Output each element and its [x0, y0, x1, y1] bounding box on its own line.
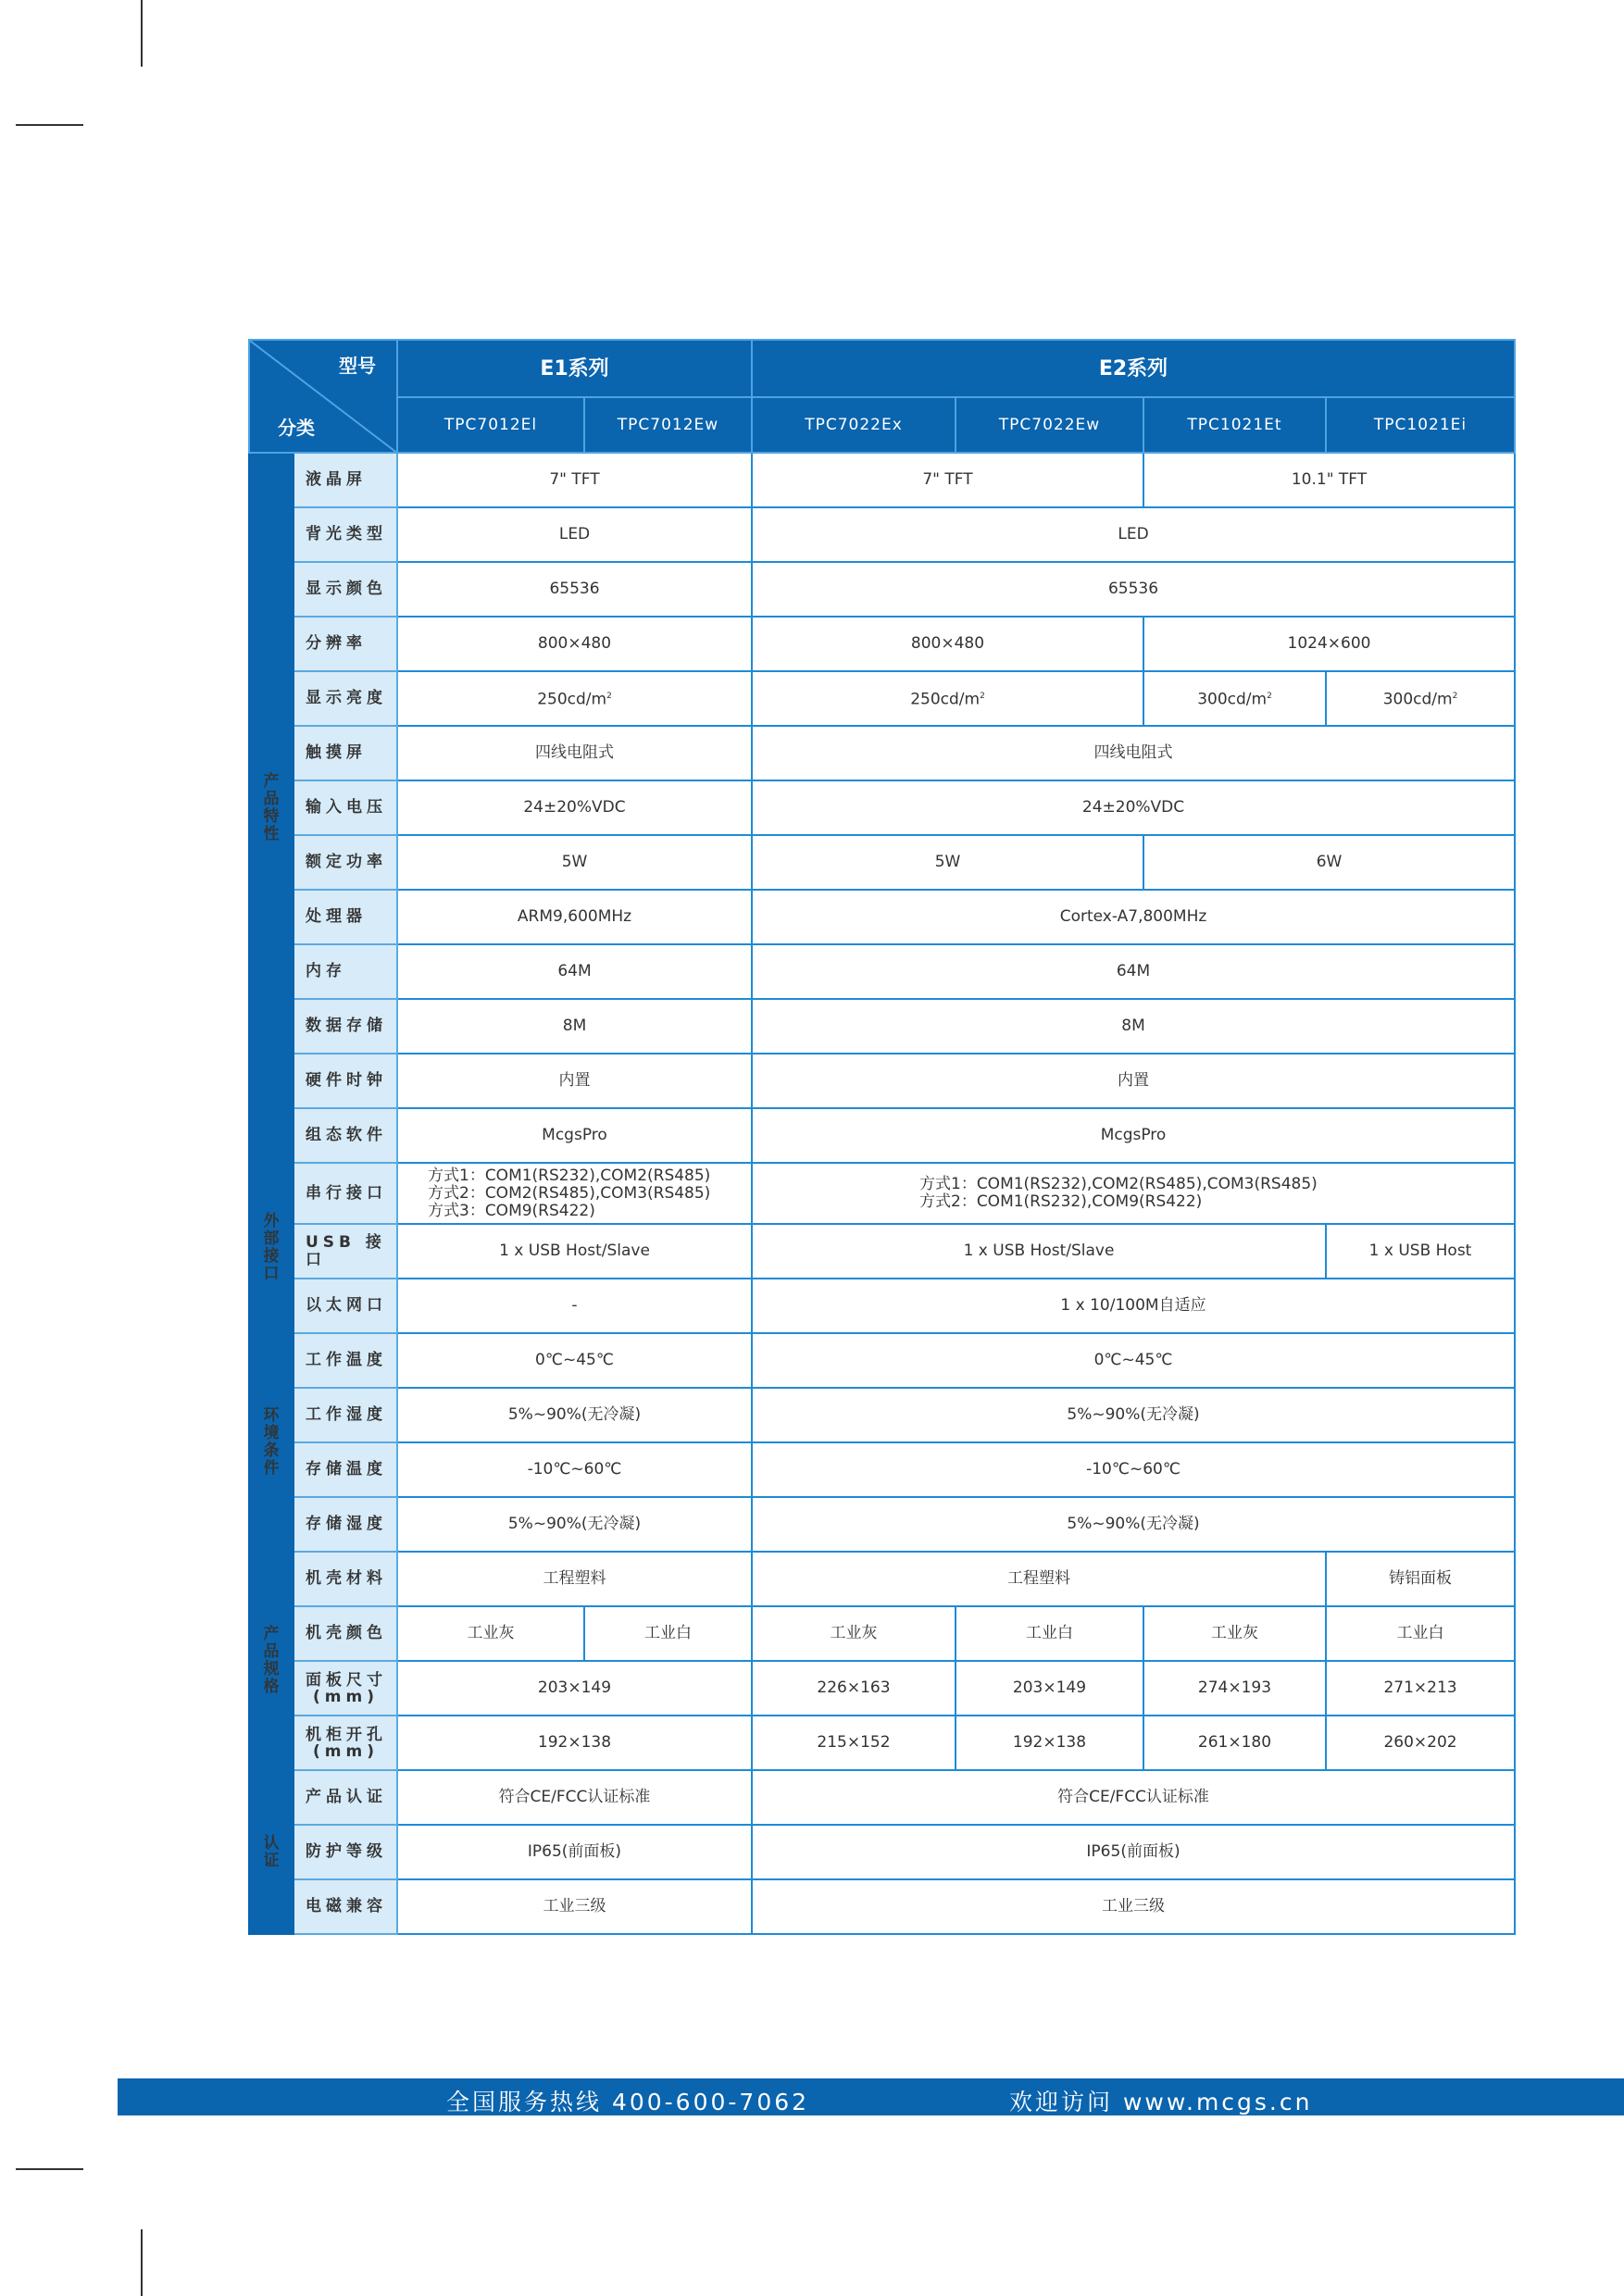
- row-colors: [249, 562, 1515, 617]
- cell-store-hum-e1: 5%~90%(无冷凝): [397, 1497, 752, 1552]
- section-environment: 环境条件: [249, 1333, 294, 1552]
- cell-resolution-e1: 800×480: [397, 617, 752, 671]
- cell-cpu-e1: ARM9,600MHz: [397, 890, 752, 944]
- row-store-temp: [249, 1442, 1515, 1497]
- cell-case-color-2: 工业白: [584, 1606, 752, 1661]
- label-cutout: 机柜开孔 (mm): [294, 1716, 397, 1770]
- label-voltage: 输入电压: [294, 780, 397, 835]
- cell-software-e1: McgsPro: [397, 1108, 752, 1163]
- cell-brightness-e2c: $300cd/m^2$: [1326, 671, 1515, 726]
- row-voltage: [249, 780, 1515, 835]
- cell-protection-e2: IP65(前面板): [752, 1825, 1515, 1879]
- row-certification: [249, 1770, 1515, 1825]
- cell-serial-e2: [752, 1163, 1515, 1224]
- label-resolution: 分辨率: [294, 617, 397, 671]
- label-memory: 内存: [294, 944, 397, 999]
- series-e1: E1系列: [397, 340, 752, 397]
- cell-power-e1: 5W: [397, 835, 752, 890]
- section-interface: 外部接口: [249, 1163, 294, 1333]
- cell-work-hum-e2: 5%~90%(无冷凝): [752, 1388, 1515, 1442]
- row-cpu: [249, 890, 1515, 944]
- row-backlight: [249, 507, 1515, 562]
- header-row-series: [249, 340, 1515, 397]
- series-e2: E2系列: [752, 340, 1515, 397]
- cell-panel-size-1: 226×163: [752, 1661, 956, 1716]
- cell-usb-e2a: 1 x USB Host/Slave: [752, 1224, 1326, 1279]
- cell-touch-e2: 四线电阻式: [752, 726, 1515, 780]
- cell-case-material-e1: 工程塑料: [397, 1552, 752, 1606]
- row-storage: [249, 999, 1515, 1054]
- cell-lcd-e2a: 7" TFT: [752, 453, 1143, 507]
- cell-memory-e2: 64M: [752, 944, 1515, 999]
- label-usb: USB 接口: [294, 1224, 397, 1279]
- row-serial: [249, 1163, 1515, 1224]
- row-usb: [249, 1224, 1515, 1279]
- model-tpc7022ex: TPC7022Ex: [752, 397, 956, 453]
- section-product: 产品特性: [249, 453, 294, 1163]
- label-colors: 显示颜色: [294, 562, 397, 617]
- label-case-material: 机壳材料: [294, 1552, 397, 1606]
- crop-mark-bottom-horizontal: [16, 2168, 83, 2170]
- label-store-temp: 存储温度: [294, 1442, 397, 1497]
- label-case-color: 机壳颜色: [294, 1606, 397, 1661]
- row-cutout: [249, 1716, 1515, 1770]
- corner-diagonal: [250, 341, 398, 454]
- cell-work-temp-e2: 0℃~45℃: [752, 1333, 1515, 1388]
- cell-usb-e1: 1 x USB Host/Slave: [397, 1224, 752, 1279]
- model-tpc7012ew: TPC7012Ew: [584, 397, 752, 453]
- cell-lcd-e1: 7" TFT: [397, 453, 752, 507]
- serial-e1-mode2: 方式2：COM2(RS485),COM3(RS485): [428, 1183, 711, 1203]
- cell-cutout-1: 215×152: [752, 1716, 956, 1770]
- section-spec: 产品规格: [249, 1552, 294, 1770]
- row-emc: [249, 1879, 1515, 1934]
- cell-cpu-e2: Cortex-A7,800MHz: [752, 890, 1515, 944]
- cell-ethernet-e1: -: [397, 1279, 752, 1333]
- model-tpc1021et: TPC1021Et: [1143, 397, 1326, 453]
- cell-voltage-e1: 24±20%VDC: [397, 780, 752, 835]
- cell-panel-size-4: 271×213: [1326, 1661, 1515, 1716]
- label-certification: 产品认证: [294, 1770, 397, 1825]
- row-panel-size: [249, 1661, 1515, 1716]
- cell-brightness-e1: $250cd/m^2$: [397, 671, 752, 726]
- label-work-hum: 工作湿度: [294, 1388, 397, 1442]
- cell-case-color-1: 工业灰: [397, 1606, 584, 1661]
- corner-label-category: 分类: [278, 417, 315, 439]
- model-tpc7012el: TPC7012El: [397, 397, 584, 453]
- cell-case-color-4: 工业白: [956, 1606, 1143, 1661]
- cell-brightness-e2a: $250cd/m^2$: [752, 671, 1143, 726]
- cell-memory-e1: 64M: [397, 944, 752, 999]
- row-ethernet: [249, 1279, 1515, 1333]
- cell-emc-e2: 工业三级: [752, 1879, 1515, 1934]
- cell-store-hum-e2: 5%~90%(无冷凝): [752, 1497, 1515, 1552]
- cell-cutout-4: 260×202: [1326, 1716, 1515, 1770]
- cell-backlight-e2: LED: [752, 507, 1515, 562]
- label-storage: 数据存储: [294, 999, 397, 1054]
- cell-resolution-e2a: 800×480: [752, 617, 1143, 671]
- cell-store-temp-e1: -10℃~60℃: [397, 1442, 752, 1497]
- footer-bar: [118, 2078, 1624, 2115]
- cell-lcd-e2b: 10.1" TFT: [1143, 453, 1515, 507]
- label-protection: 防护等级: [294, 1825, 397, 1879]
- spec-table: [248, 339, 1516, 1935]
- row-touch: [249, 726, 1515, 780]
- cell-panel-size-3: 274×193: [1143, 1661, 1326, 1716]
- label-clock: 硬件时钟: [294, 1054, 397, 1108]
- cell-clock-e1: 内置: [397, 1054, 752, 1108]
- label-work-temp: 工作温度: [294, 1333, 397, 1388]
- cell-protection-e1: IP65(前面板): [397, 1825, 752, 1879]
- row-work-temp: [249, 1333, 1515, 1388]
- cell-backlight-e1: LED: [397, 507, 752, 562]
- cell-certification-e1: 符合CE/FCC认证标准: [397, 1770, 752, 1825]
- cell-case-color-3: 工业灰: [752, 1606, 956, 1661]
- crop-mark-top-horizontal: [16, 124, 83, 126]
- cell-colors-e2: 65536: [752, 562, 1515, 617]
- label-software: 组态软件: [294, 1108, 397, 1163]
- row-case-material: [249, 1552, 1515, 1606]
- label-serial: 串行接口: [294, 1163, 397, 1224]
- row-lcd: [249, 453, 1515, 507]
- label-cpu: 处理器: [294, 890, 397, 944]
- cell-panel-size-e1: 203×149: [397, 1661, 752, 1716]
- cell-voltage-e2: 24±20%VDC: [752, 780, 1515, 835]
- cell-case-color-6: 工业白: [1326, 1606, 1515, 1661]
- serial-e2-mode2: 方式2：COM1(RS232),COM9(RS422): [919, 1192, 1203, 1211]
- label-store-hum: 存储湿度: [294, 1497, 397, 1552]
- cell-cutout-2: 192×138: [956, 1716, 1143, 1770]
- header-corner: [249, 340, 397, 453]
- cell-cutout-3: 261×180: [1143, 1716, 1326, 1770]
- cell-certification-e2: 符合CE/FCC认证标准: [752, 1770, 1515, 1825]
- row-work-hum: [249, 1388, 1515, 1442]
- label-lcd: 液晶屏: [294, 453, 397, 507]
- cell-work-hum-e1: 5%~90%(无冷凝): [397, 1388, 752, 1442]
- serial-e1-mode3: 方式3：COM9(RS422): [428, 1201, 595, 1220]
- cell-brightness-e2b: $300cd/m^2$: [1143, 671, 1326, 726]
- cell-software-e2: McgsPro: [752, 1108, 1515, 1163]
- cell-touch-e1: 四线电阻式: [397, 726, 752, 780]
- crop-mark-bottom-vertical: [141, 2229, 143, 2296]
- cell-power-e2b: 6W: [1143, 835, 1515, 890]
- label-power: 额定功率: [294, 835, 397, 890]
- cell-store-temp-e2: -10℃~60℃: [752, 1442, 1515, 1497]
- label-touch: 触摸屏: [294, 726, 397, 780]
- footer-hotline: 全国服务热线 400-600-7062: [446, 2089, 810, 2115]
- corner-label-model: 型号: [339, 355, 376, 377]
- row-protection: [249, 1825, 1515, 1879]
- row-software: [249, 1108, 1515, 1163]
- cell-storage-e2: 8M: [752, 999, 1515, 1054]
- row-case-color: [249, 1606, 1515, 1661]
- row-resolution: [249, 617, 1515, 671]
- row-memory: [249, 944, 1515, 999]
- label-backlight: 背光类型: [294, 507, 397, 562]
- serial-e1-mode1: 方式1：COM1(RS232),COM2(RS485): [428, 1166, 711, 1185]
- section-cert: 认证: [249, 1770, 294, 1934]
- cell-work-temp-e1: 0℃~45℃: [397, 1333, 752, 1388]
- cell-serial-e1: [397, 1163, 752, 1224]
- cell-panel-size-2: 203×149: [956, 1661, 1143, 1716]
- cell-clock-e2: 内置: [752, 1054, 1515, 1108]
- cell-case-material-e2a: 工程塑料: [752, 1552, 1326, 1606]
- cell-power-e2a: 5W: [752, 835, 1143, 890]
- model-tpc7022ew: TPC7022Ew: [956, 397, 1143, 453]
- row-clock: [249, 1054, 1515, 1108]
- cell-resolution-e2b: 1024×600: [1143, 617, 1515, 671]
- label-panel-size: 面板尺寸 (mm): [294, 1661, 397, 1716]
- label-emc: 电磁兼容: [294, 1879, 397, 1934]
- cell-ethernet-e2: 1 x 10/100M自适应: [752, 1279, 1515, 1333]
- cell-case-color-5: 工业灰: [1143, 1606, 1326, 1661]
- cell-cutout-e1: 192×138: [397, 1716, 752, 1770]
- cell-storage-e1: 8M: [397, 999, 752, 1054]
- cell-colors-e1: 65536: [397, 562, 752, 617]
- cell-case-material-e2b: 铸铝面板: [1326, 1552, 1515, 1606]
- row-store-hum: [249, 1497, 1515, 1552]
- row-power: [249, 835, 1515, 890]
- cell-emc-e1: 工业三级: [397, 1879, 752, 1934]
- label-ethernet: 以太网口: [294, 1279, 397, 1333]
- serial-e2-mode1: 方式1：COM1(RS232),COM2(RS485),COM3(RS485): [919, 1175, 1318, 1193]
- footer-website[interactable]: 欢迎访问 www.mcgs.cn: [1009, 2089, 1313, 2115]
- crop-mark-top-vertical: [141, 0, 143, 67]
- model-tpc1021ei: TPC1021Ei: [1326, 397, 1515, 453]
- cell-usb-e2b: 1 x USB Host: [1326, 1224, 1515, 1279]
- label-brightness: 显示亮度: [294, 671, 397, 726]
- header-row-models: [249, 397, 1515, 453]
- row-brightness: [249, 671, 1515, 726]
